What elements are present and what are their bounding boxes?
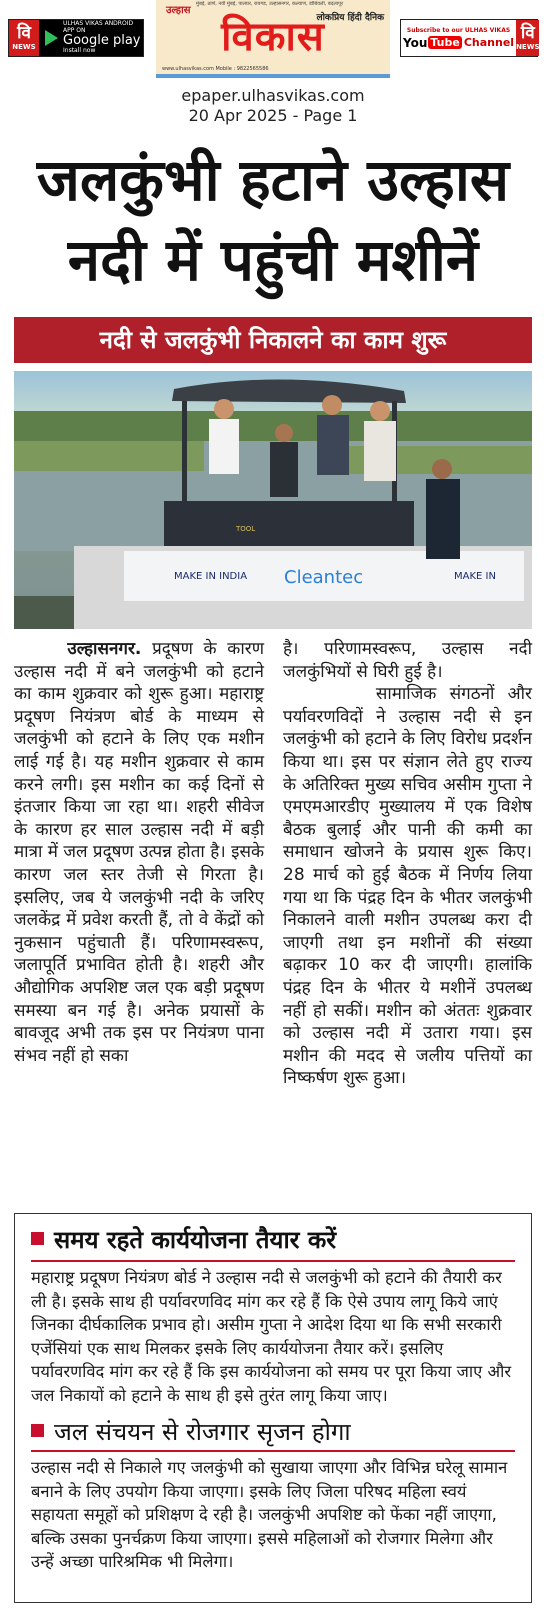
article-paragraph-2 — [283, 683, 532, 1090]
person-4-body — [364, 421, 396, 481]
machine-canopy — [172, 379, 406, 403]
heading-underline-1 — [31, 1260, 515, 1262]
box-heading-2-text: जल संचयन से रोजगार सृजन होगा — [54, 1418, 351, 1446]
youtube-icon — [403, 36, 514, 50]
article-column-left — [14, 638, 264, 1067]
youtube-channel-link[interactable] — [401, 27, 516, 50]
epaper-url: epaper.ulhasvikas.com — [181, 86, 365, 105]
article-text-col1: प्रदूषण के कारण उल्हास नदी में बने जलकुंभी को हटाने का काम शुक्रवार को शुरू हुआ। महाराष्ट्र प्रदूषण नियंत्रण बोर्ड के माध्यम से जलकुंभी को हटाने के लिए एक मशीन लाई गई है। यह मशीन शुक्रवार से काम करने लगी। इस मशीन का कई दिनों से इंतजार किया जा रहा था। शहरी सीवेज के कारण हर साल उल्हास नदी में बड़ी मात्रा में जल प्रदूषण उत्पन्न होता है। इसके कारण जल स्तर तेजी से गिरता है। इसलिए, जब ये जलकुंभी नदी के जरिए जलकेंद्र में प्रवेश करती हैं, तो वे केंद्रों को नुकसान पहुंचाती हैं। परिणामस्वरूप, जलापूर्ति प्रभावित होती है। शहरी और औद्योगिक अपशिष्ट जल एक बड़ी प्रदूषण समस्या बन गई है। अनेक प्रयासों के बावजूद अभी तक इस पर नियंत्रण पाना संभव नहीं हो सका — [14, 639, 264, 1066]
youtube-subscribe-badge[interactable] — [400, 19, 538, 57]
box-heading-1 — [31, 1224, 521, 1256]
person-1-head — [214, 399, 234, 419]
dateline: उल्हासनगर. — [67, 639, 142, 659]
news-logo-right: वि NEWS — [516, 20, 539, 56]
article-paragraph — [14, 638, 264, 1067]
banner-text-center: Cleantec — [284, 567, 364, 588]
install-now-text: Install now — [63, 47, 96, 55]
person-4-head — [370, 401, 390, 421]
masthead — [0, 0, 546, 80]
person-1-body — [209, 419, 239, 474]
box-heading-2 — [31, 1416, 521, 1448]
person-5-head — [432, 459, 452, 479]
foreground-railing — [14, 596, 74, 629]
news-logo: वि NEWS — [9, 20, 39, 56]
play-store-name: Google play — [63, 33, 141, 49]
brand-logo — [156, 0, 390, 78]
headline-line-2: नदी में पहुंची मशीनें — [67, 226, 479, 294]
person-2-head — [275, 424, 293, 442]
yt-channel-text: Channel — [463, 36, 515, 49]
brand-small-name: उल्हास — [166, 5, 191, 16]
article-column-right — [283, 638, 532, 1090]
article-text-col2-p2: सामाजिक संगठनों और पर्यावरणविदों ने उल्हास नदी से इन जलकुंभी को हटाने के लिए विरोध प्रदर्शन किया था। इस पर संज्ञान लेते हुए राज्य के अतिरिक्त मुख्य सचिव असीम गुप्ता ने एमएमआरडीए मुख्यालय में एक विशेष बैठक बुलाई और पानी की कमी का समाधान खोजने के प्रयास शुरू किए। 28 मार्च को हुई बैठक में निर्णय लिया गया था कि पंद्रह दिन के भीतर जलकुंभी निकालने वाली मशीन उपलब्ध करा दी जाएगी तथा इन मशीनों की संख्या बढ़ाकर 10 कर दी जाएगी। हालांकि पंद्रह दिन के भीतर ये मशीनें उपलब्ध नहीं हो सकीं। मशीन को अंततः शुक्रवार को उल्हास नदी में उतारा गया। इस मशीन की मदद से जलीय पत्तियों का निष्कर्षण शुरू हुआ। — [283, 684, 533, 1089]
headline — [10, 140, 536, 300]
article-text-col2-p1: है। परिणामस्वरूप, उल्हास नदी जलकुंभियों से घिरी हुई है। — [283, 639, 532, 682]
edition-date-page: 20 Apr 2025 - Page 1 — [188, 106, 358, 125]
water-hyacinth-patch — [14, 441, 204, 471]
brand-tagline: मुंबई, ठाणे, नवी मुंबई, पालघर, रायगड, उल्हासनगर, कल्याण, डोंबिवली, बदलापूर — [196, 1, 344, 7]
headline-line-1: जलकुंभी हटाने उल्हास — [36, 146, 510, 214]
box-text-1: महाराष्ट्र प्रदूषण नियंत्रण बोर्ड ने उल्हास नदी से जलकुंभी को हटाने की तैयारी कर ली है। इसके साथ ही पर्यावरणविद मांग कर रहे हैं कि ऐसे उपाय लागू किये जाएं जिनका दीर्घकालिक प्रभाव हो। असीम गुप्ता ने आदेश दिया था कि सभी सरकारी एजेंसियां एक साथ मिलकर इसके लिए कार्ययोजना तैयार करें। इसलिए पर्यावरणविद मांग कर रहे हैं कि इस कार्ययोजना को समय पर पूरा किया जाए और जल निकायों को हटाने के साथ ही इसे तुरंत लागू किया जाए। — [31, 1268, 512, 1405]
subheadline-banner: नदी से जलकुंभी निकालने का काम शुरू — [14, 317, 532, 363]
machine-photo-illustration — [14, 371, 532, 629]
tool-label: TOOL — [236, 525, 256, 533]
google-play-button[interactable] — [39, 20, 143, 56]
play-store-icon — [45, 30, 58, 46]
banner-text-right: MAKE IN — [454, 571, 496, 582]
yt-tube-text: Tube — [430, 36, 460, 49]
brand-name: विकास — [221, 14, 325, 60]
person-3-body — [317, 415, 349, 475]
subscribe-text: Subscribe to our ULHAS VIKAS — [406, 26, 511, 34]
person-5-body — [426, 479, 460, 559]
play-small-text: ULHAS VIKAS ANDROID APP ON — [63, 19, 134, 34]
box-text-2: उल्हास नदी से निकाले गए जलकुंभी को सुखाया जाएगा और विभिन्न घरेलू सामान बनाने के लिए उपयोग किया जाएगा। इसके लिए जिला परिषद महिला स्वयं सहायता समूहों को प्रशिक्षण दे रही है। जलकुंभी अपशिष्ट को फेंका नहीं जाएगा, बल्कि उसका पुनर्चक्रण किया जाएगा। इससे महिलाओं को रोजगार मिलेगा और उन्हें अच्छा पारिश्रमिक भी मिलेगा। — [31, 1458, 508, 1571]
info-box — [14, 1213, 532, 1603]
news-photo — [14, 371, 532, 629]
banner-text-left: MAKE IN INDIA — [174, 571, 248, 582]
tree-line — [14, 411, 532, 441]
red-square-bullet-2 — [31, 1424, 44, 1437]
brand-footer: www.ulhasvikas.com Mobile : 9822565586 — [162, 66, 269, 72]
yt-you-text: You — [403, 35, 428, 50]
brand-daily-label: लोकप्रिय हिंदी दैनिक — [316, 13, 384, 23]
heading-underline-2 — [31, 1450, 515, 1452]
box-heading-1-text: समय रहते कार्ययोजना तैयार करें — [54, 1226, 337, 1254]
red-square-bullet — [31, 1232, 44, 1245]
app-download-badge[interactable] — [8, 19, 144, 57]
person-2-body — [270, 442, 298, 497]
person-3-head — [322, 395, 342, 415]
